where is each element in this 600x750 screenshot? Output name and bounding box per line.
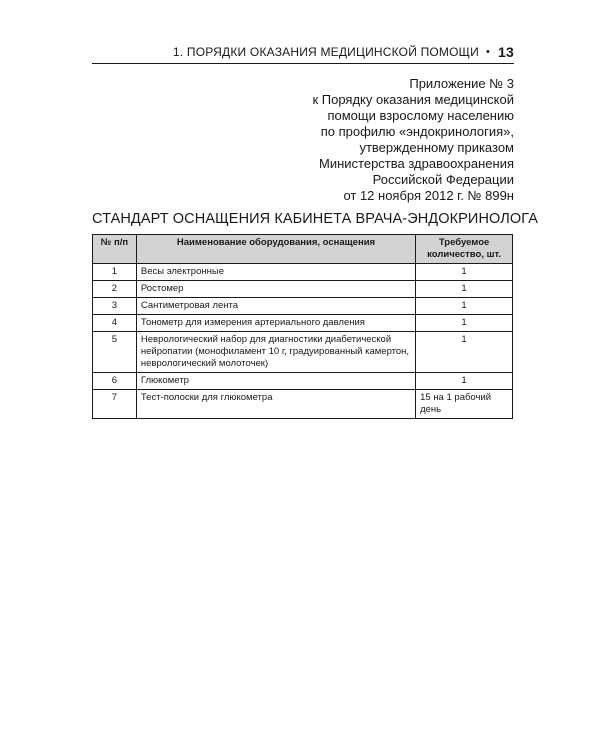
appendix-line: утвержденному приказом [359,140,514,155]
row-number: 6 [93,373,137,390]
row-name: Весы электронные [136,264,415,281]
equipment-table [92,234,513,419]
appendix-line: от 12 ноября 2012 г. № 899н [343,188,514,203]
row-quantity: 1 [416,315,513,332]
table-row [93,264,513,281]
document-title: СТАНДАРТ ОСНАЩЕНИЯ КАБИНЕТА ВРАЧА-ЭНДОКРИНОЛОГА [92,211,538,227]
table-row [93,373,513,390]
table-row [93,298,513,315]
appendix-line: к Порядку оказания медицинской [312,92,514,107]
row-number: 5 [93,332,137,373]
appendix-line: по профилю «эндокринология», [320,124,514,139]
row-number: 7 [93,390,137,419]
appendix-line: Российской Федерации [372,172,514,187]
header-quantity: Требуемое количество, шт. [416,235,513,264]
header-name: Наименование оборудования, оснащения [136,235,415,264]
appendix-line: Министерства здравоохранения [319,156,514,171]
table-row [93,332,513,373]
row-name: Тест-полоски для глюкометра [136,390,415,419]
table-header-row [93,235,513,264]
header-rule [92,63,514,64]
appendix-line: помощи взрослому населению [327,108,514,123]
appendix-line: Приложение № 3 [409,76,514,91]
row-name: Глюкометр [136,373,415,390]
row-name: Тонометр для измерения артериального давления [136,315,415,332]
row-number: 1 [93,264,137,281]
table-row [93,281,513,298]
running-header-section: 1. ПОРЯДКИ ОКАЗАНИЯ МЕДИЦИНСКОЙ ПОМОЩИ [172,45,479,59]
row-number: 2 [93,281,137,298]
row-name: Неврологический набор для диагностики диабетической нейропатии (монофиламент 10 г, градуированный камертон, неврологический молоточек) [136,332,415,373]
row-quantity: 1 [416,298,513,315]
row-number: 3 [93,298,137,315]
header-number: № п/п [93,235,137,264]
running-header [92,44,514,60]
row-quantity: 1 [416,332,513,373]
page-number: 13 [498,44,514,60]
appendix-note [254,76,514,204]
row-name: Сантиметровая лента [136,298,415,315]
row-quantity: 1 [416,281,513,298]
row-name: Ростомер [136,281,415,298]
table-row [93,390,513,419]
table-row [93,315,513,332]
row-quantity: 15 на 1 рабочий день [416,390,513,419]
bullet-separator: • [485,46,491,58]
row-quantity: 1 [416,373,513,390]
row-number: 4 [93,315,137,332]
row-quantity: 1 [416,264,513,281]
